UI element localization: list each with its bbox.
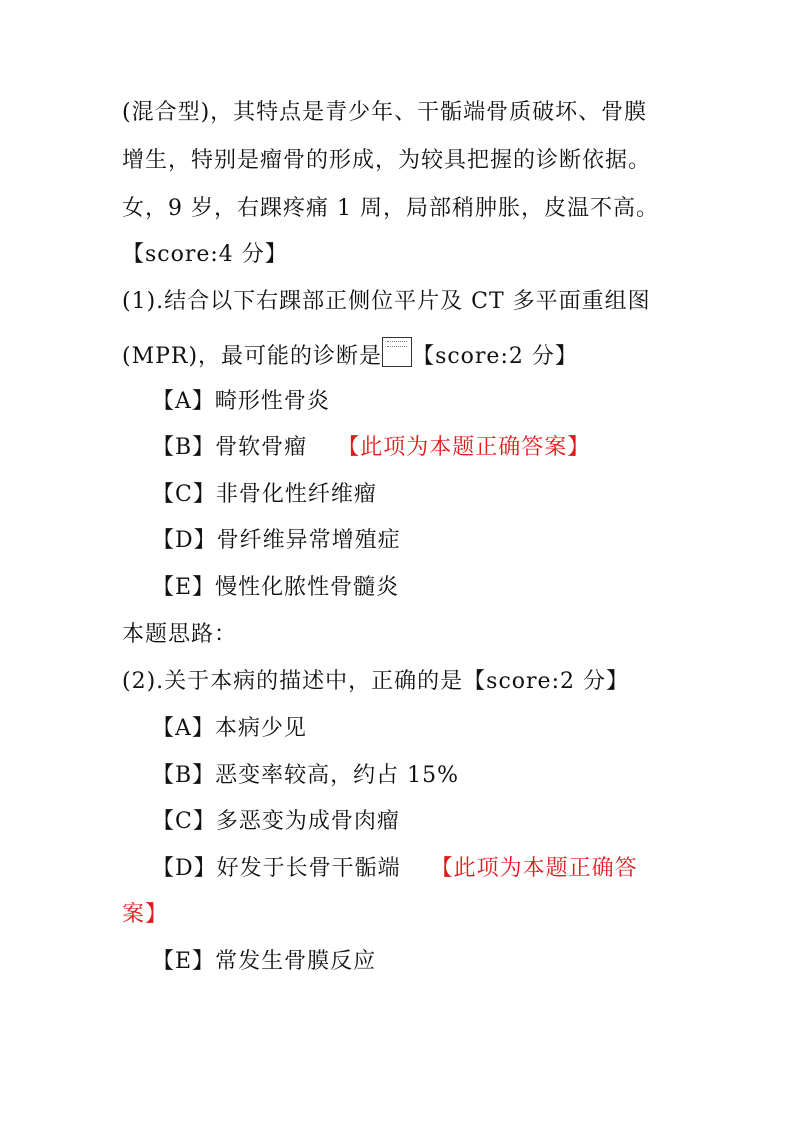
q1-option-d (152, 526, 401, 556)
option-text: 慢性化脓性骨髓炎 (215, 575, 400, 600)
option-text: 畸形性骨炎 (214, 389, 330, 414)
q1-score: 【score:2 分】 (412, 344, 578, 369)
q1-thought-label: 本题思路： (122, 622, 238, 647)
q1-stem-line-1: (1).结合以下右踝部正侧位平片及 CT 多平面重组图 (122, 289, 651, 314)
option-letter: 【C】 (152, 809, 216, 834)
intro-line-1: (混合型)，其特点是青少年、干骺端骨质破坏、骨膜 (122, 100, 648, 125)
correct-answer-mark: 【此项为本题正确答 (430, 856, 638, 881)
q2-option-a (152, 714, 307, 744)
q2-score: 【score:2 分】 (463, 669, 629, 694)
q1-option-c (152, 480, 377, 510)
intro-score: 【score:4 分】 (122, 242, 288, 267)
option-letter: 【E】 (152, 575, 216, 600)
q1-option-e (152, 573, 399, 603)
option-text: 非骨化性纤维瘤 (215, 482, 377, 507)
option-text: 常发生骨膜反应 (215, 949, 377, 974)
intro-line-2: 增生，特别是瘤骨的形成，为较具把握的诊断依据。 (122, 148, 652, 173)
q2-option-e (152, 947, 376, 977)
q2-stem (122, 667, 629, 697)
q1-stem-text: (MPR)，最可能的诊断是 (122, 344, 383, 369)
intro-line-3: 女，9 岁，右踝疼痛 1 周，局部稍肿胀，皮温不高。 (122, 196, 659, 221)
correct-answer-mark: 【此项为本题正确答案】 (337, 435, 591, 460)
option-letter: 【A】 (152, 389, 215, 414)
q1-option-b (152, 433, 590, 463)
q1-option-a (152, 387, 330, 417)
q2-stem-text: (2).关于本病的描述中，正确的是 (122, 669, 464, 694)
option-letter: 【B】 (152, 763, 216, 788)
option-letter: 【A】 (152, 716, 215, 741)
q2-option-d (152, 854, 638, 884)
option-letter: 【D】 (152, 856, 217, 881)
q2-option-c (152, 807, 400, 837)
option-text: 好发于长骨干骺端 (216, 856, 401, 881)
correct-answer-mark-continued: 案】 (122, 902, 169, 927)
option-text: 多恶变为成骨肉瘤 (215, 809, 400, 834)
option-letter: 【E】 (152, 949, 216, 974)
option-text: 本病少见 (214, 716, 307, 741)
option-text: 骨软骨瘤 (215, 435, 308, 460)
q2-option-b (152, 761, 459, 791)
image-placeholder-icon (382, 337, 412, 367)
option-letter: 【D】 (152, 528, 217, 553)
q1-stem-line-2 (122, 337, 578, 372)
option-text: 恶变率较高，约占 15% (215, 763, 460, 788)
option-letter: 【C】 (152, 482, 216, 507)
option-text: 骨纤维异常增殖症 (216, 528, 401, 553)
option-letter: 【B】 (152, 435, 216, 460)
